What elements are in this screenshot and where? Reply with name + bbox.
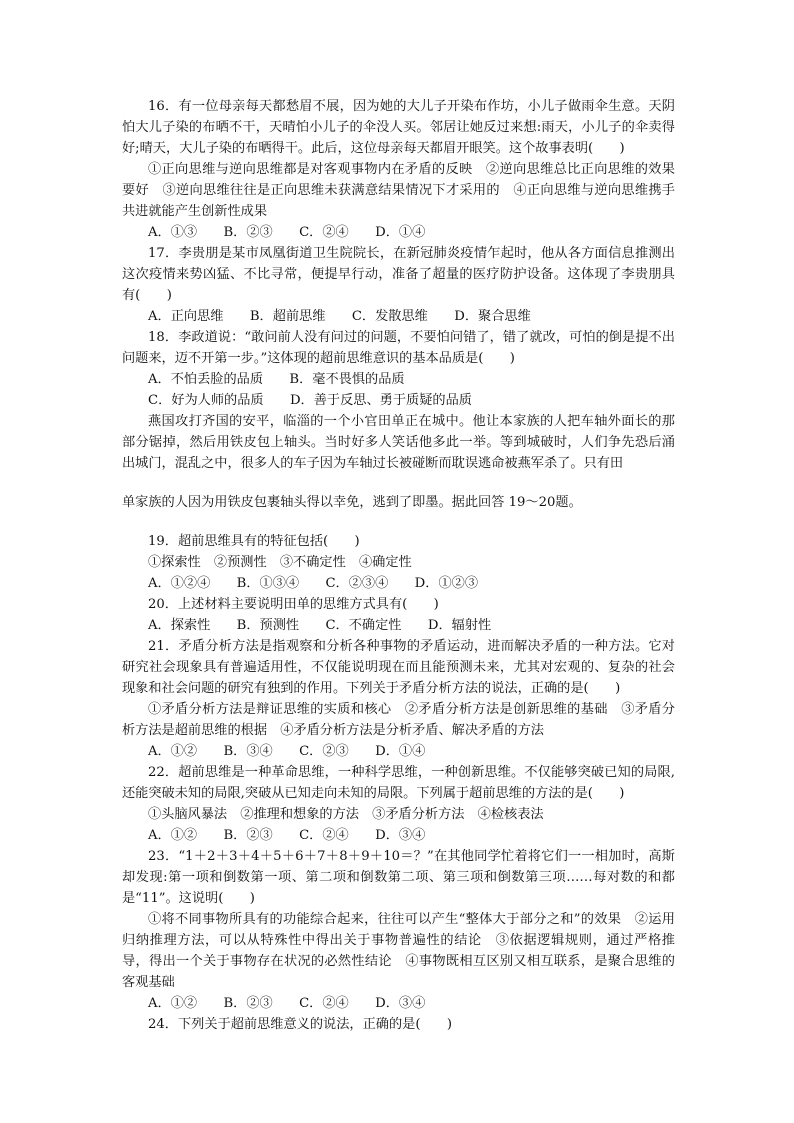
question-21-statements: ①矛盾分析方法是辩证思维的实质和核心 ②矛盾分析方法是创新思维的基础 ③矛盾分析方法是超前思维的根据 ④矛盾分析方法是分析矛盾、解决矛盾的方法	[122, 702, 675, 738]
question-18-stem: 18．李政道说：“敢问前人没有问过的问题，不要怕问错了，错了就改，可怕的倒是提不出问题来，迈不开第一步。”这体现的超前思维意识的基本品质是( )	[122, 330, 675, 366]
exam-page	[122, 96, 675, 1035]
question-23-options: A．①② B．②③ C．②④ D．③④	[148, 996, 426, 1011]
question-24-stem: 24．下列关于超前思维意义的说法，正确的是( )	[148, 1017, 453, 1032]
question-23-statements: ①将不同事物所具有的功能综合起来，往往可以产生“整体大于部分之和”的效果 ②运用归纳推理方法，可以从特殊性中得出关于事物普遍性的结论 ③依据逻辑规则，通过严格推导，得出一个关于事物存在状况的必然性结论 ④事物既相互区别又相互联系，是聚合思维的客观基础	[122, 912, 675, 990]
material-passage-part1: 燕国攻打齐国的安平，临淄的一个小官田单正在城中。他让本家族的人把车轴外面长的那部分锯掉，然后用铁皮包上轴头。当时好多人笑话他多此一举。等到城破时，人们争先恐后涌出城门，混乱之中，很多人的车子因为车轴过长被碰断而耽误逃命被燕军杀了。只有田	[122, 414, 675, 471]
question-18-options-line2: C．好为人师的品质 D．善于反思、勇于质疑的品质	[148, 393, 472, 408]
question-20-options: A．探索性 B．预测性 C．不确定性 D．辐射性	[148, 618, 492, 633]
question-17-stem: 17．李贵朋是某市凤凰街道卫生院院长，在新冠肺炎疫情乍起时，他从各方面信息推测出这次疫情来势凶猛、不比寻常，便提早行动，准备了超量的医疗防护设备。这体现了李贵朋具有( )	[122, 246, 675, 303]
question-21-options: A．①② B．③④ C．②③ D．①④	[148, 744, 426, 759]
question-21-stem: 21．矛盾分析方法是指观察和分析各种事物的矛盾运动，进而解决矛盾的一种方法。它对研究社会现象具有普遍适用性，不仅能说明现在而且能预测未来，尤其对宏观的、复杂的社会现象和社会问题的研究有独到的作用。下列关于矛盾分析方法的说法，正确的是( )	[122, 639, 675, 696]
question-22-statements: ①头脑风暴法 ②推理和想象的方法 ③矛盾分析方法 ④检核表法	[148, 807, 544, 822]
material-gap	[122, 474, 675, 492]
question-18-options-line1: A．不怕丢脸的品质 B．毫不畏惧的品质	[148, 372, 405, 387]
question-22-stem: 22．超前思维是一种革命思维，一种科学思维，一种创新思维。不仅能够突破已知的局限,还能突破未知的局限,突破从已知走向未知的局限。下列属于超前思维的方法的是( )	[122, 765, 675, 801]
question-17-options: A．正向思维 B．超前思维 C．发散思维 D．聚合思维	[148, 309, 531, 324]
material-passage-part2: 单家族的人因为用铁皮包裹轴头得以幸免，逃到了即墨。据此回答 19～20题。	[122, 495, 582, 510]
question-20-stem: 20．上述材料主要说明田单的思维方式具有( )	[148, 597, 439, 612]
question-16-options: A．①③ B．②③ C．②④ D．①④	[148, 225, 426, 240]
question-16-stem: 16．有一位母亲每天都愁眉不展，因为她的大儿子开染布作坊，小儿子做雨伞生意。天阴怕大儿子染的布晒不干，天晴怕小儿子的伞没人买。邻居让她反过来想:雨天，小儿子的伞卖得好;晴天，大儿子染的布晒得干。此后，这位母亲每天都眉开眼笑。这个故事表明( )	[122, 99, 675, 156]
question-19-statements: ①探索性 ②预测性 ③不确定性 ④确定性	[148, 555, 412, 570]
question-16-statements: ①正向思维与逆向思维都是对客观事物内在矛盾的反映 ②逆向思维总比正向思维的效果要好 ③逆向思维往往是正向思维未获满意结果情况下才采用的 ④正向思维与逆向思维携手共进就能产生创新性成果	[122, 162, 675, 219]
question-22-options: A．①② B．②③ C．②④ D．③④	[148, 828, 426, 843]
material-gap-2	[122, 513, 675, 531]
question-19-options: A．①②④ B．①③④ C．②③④ D．①②③	[148, 576, 479, 591]
question-23-stem: 23．“1＋2＋3＋4＋5＋6＋7＋8＋9＋10＝？”在其他同学忙着将它们一一相加时，高斯却发现:第一项和倒数第一项、第二项和倒数第二项、第三项和倒数第三项……每对数的和都是“11”。这说明( )	[122, 849, 675, 906]
question-19-stem: 19．超前思维具有的特征包括( )	[148, 534, 360, 549]
